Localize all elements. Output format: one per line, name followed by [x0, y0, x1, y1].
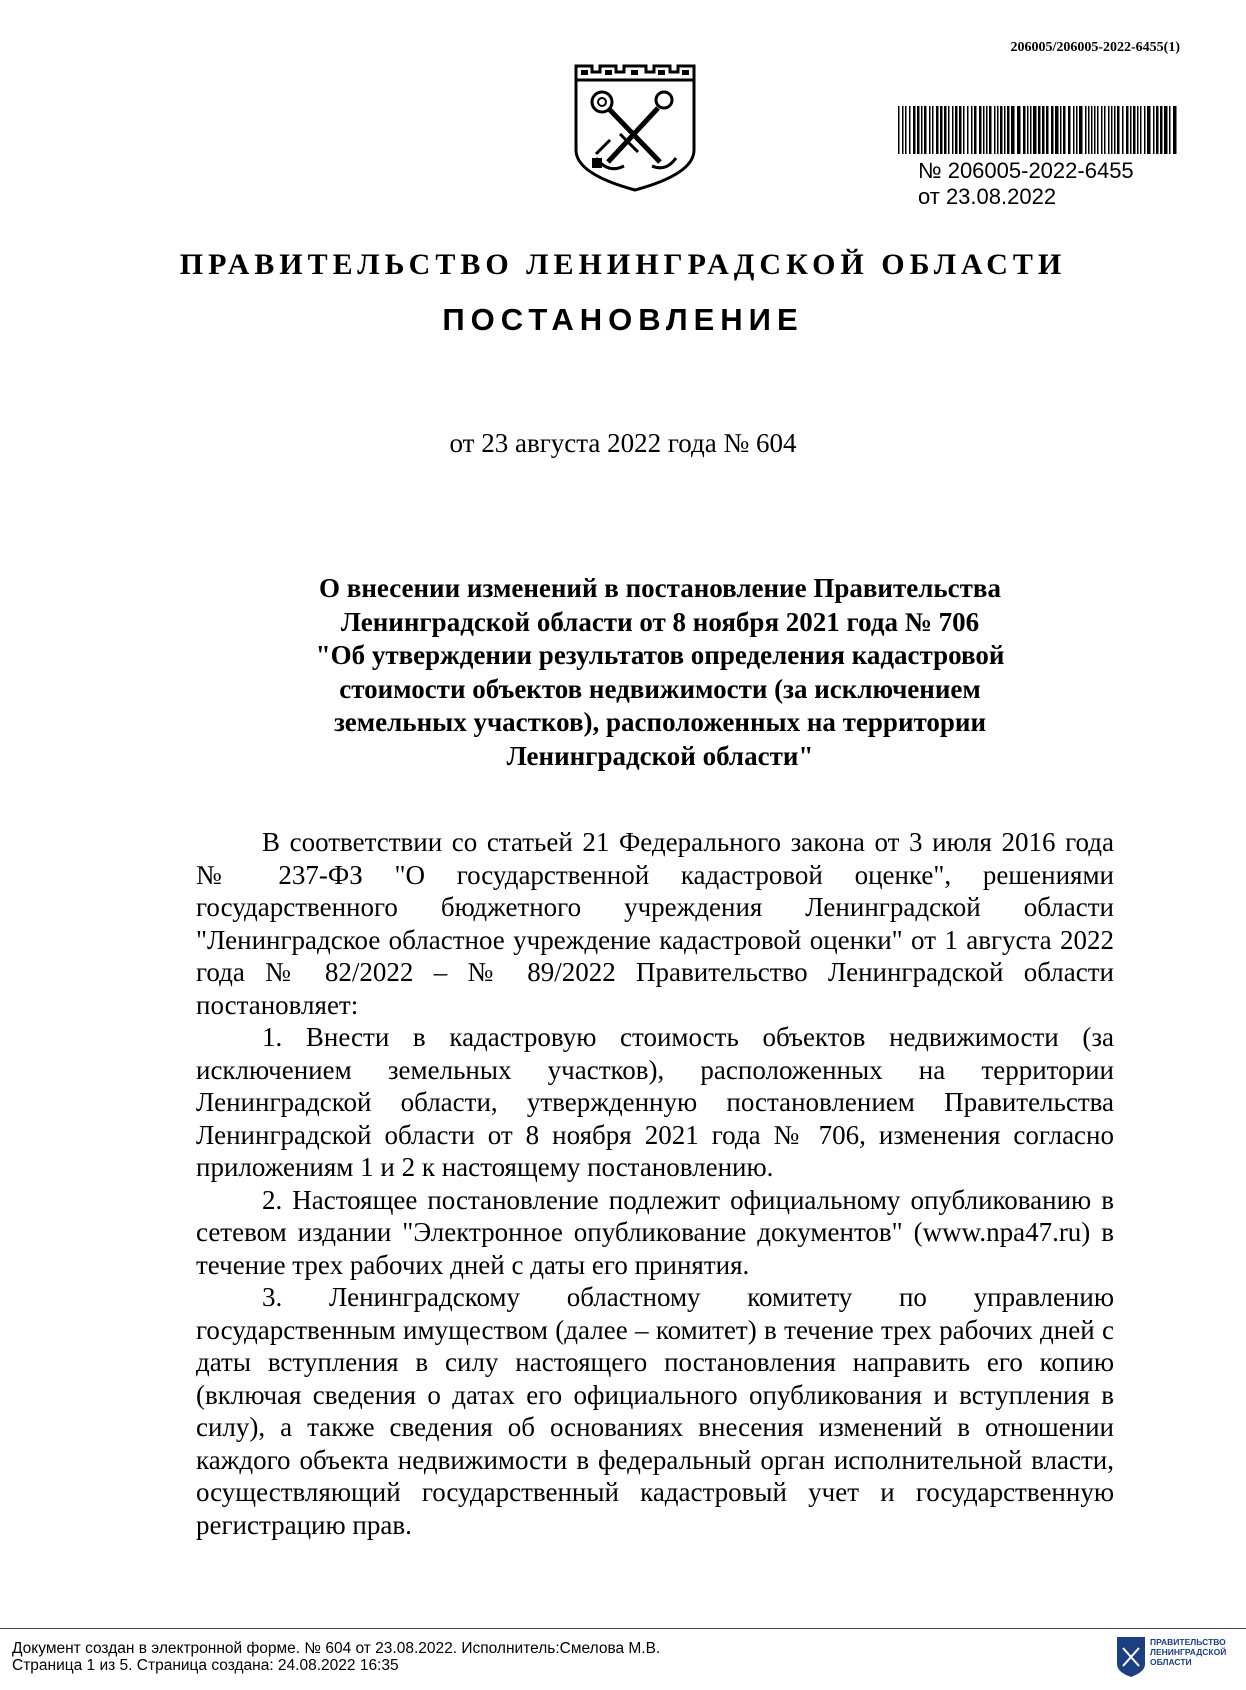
footer-org-line: ПРАВИТЕЛЬСТВО — [1150, 1637, 1226, 1647]
subject-line: Ленинградской области" — [506, 740, 814, 771]
footer-organization — [1150, 1637, 1244, 1667]
subject-line: О внесении изменений в постановление Правительства — [319, 573, 1001, 603]
document-subject — [270, 572, 1050, 773]
footer-org-line: ОБЛАСТИ — [1150, 1657, 1192, 1667]
document-date-number: от 23 августа 2022 года № 604 — [449, 428, 797, 458]
body-item-1: 1. Внести в кадастровую стоимость объектов недвижимости (за исключением земельных участков), расположенных на территории Ленинградской области, утвержденную постановлением Правительства Ленинградской области от 8 ноября 2021 года № 706, изменения согласно приложениям 1 и 2 к настоящему постановлению. — [196, 1022, 1114, 1182]
document-code: 206005/206005-2022-6455(1) — [1010, 40, 1180, 55]
barcode-icon — [898, 106, 1178, 154]
government-logo-icon — [1116, 1636, 1146, 1678]
registration-number-value: № 206005-2022-6455 — [918, 158, 1134, 183]
document-body — [196, 826, 1114, 1541]
document-type: ПОСТАНОВЛЕНИЕ — [442, 302, 804, 337]
registration-date: от 23.08.2022 — [918, 184, 1057, 209]
government-title: ПРАВИТЕЛЬСТВО ЛЕНИНГРАДСКОЙ ОБЛАСТИ — [179, 248, 1067, 281]
coat-of-arms-icon — [572, 62, 698, 194]
footer-divider — [0, 1628, 1246, 1629]
registration-number — [918, 158, 1198, 210]
subject-line: земельных участков), расположенных на территории — [333, 707, 987, 737]
footer-line-2: Страница 1 из 5. Страница создана: 24.08.2022 16:35 — [12, 1657, 399, 1674]
footer-line-1: Документ создан в электронной форме. № 604 от 23.08.2022. Исполнитель:Смелова М.В. — [12, 1640, 661, 1657]
body-item-2: 2. Настоящее постановление подлежит официальному опубликованию в сетевом издании "Электронное опубликование документов" (www.npa47.ru) в течение трех рабочих дней с даты его принятия. — [196, 1184, 1114, 1280]
body-intro-paragraph: В соответствии со статьей 21 Федерального закона от 3 июля 2016 года № 237-ФЗ "О государственной кадастровой оценке", решениями государственного бюджетного учреждения Ленинградской области "Ленинградское областное учреждение кадастровой оценки" от 1 августа 2022 года № 82/2022 – № 89/2022 Правительство Ленинградской области постановляет: — [196, 827, 1114, 1020]
subject-line: Ленинградской области от 8 ноября 2021 года № 706 — [340, 606, 980, 637]
subject-line: стоимости объектов недвижимости (за исключением — [339, 673, 981, 704]
footer-info — [12, 1640, 912, 1674]
subject-line: "Об утверждении результатов определения кадастровой — [315, 640, 1005, 670]
footer-org-line: ЛЕНИНГРАДСКОЙ — [1150, 1647, 1227, 1657]
body-item-3: 3. Ленинградскому областному комитету по управлению государственным имуществом (далее – комитет) в течение трех рабочих дней с даты вступления в силу настоящего постановления направить его копию (включая сведения о датах его официального опубликования и вступления в силу), а также сведения об основаниях внесения изменений в отношении каждого объекта недвижимости в федеральный орган исполнительной власти, осуществляющий государственный кадастровый учет и государственную регистрацию прав. — [196, 1282, 1114, 1540]
